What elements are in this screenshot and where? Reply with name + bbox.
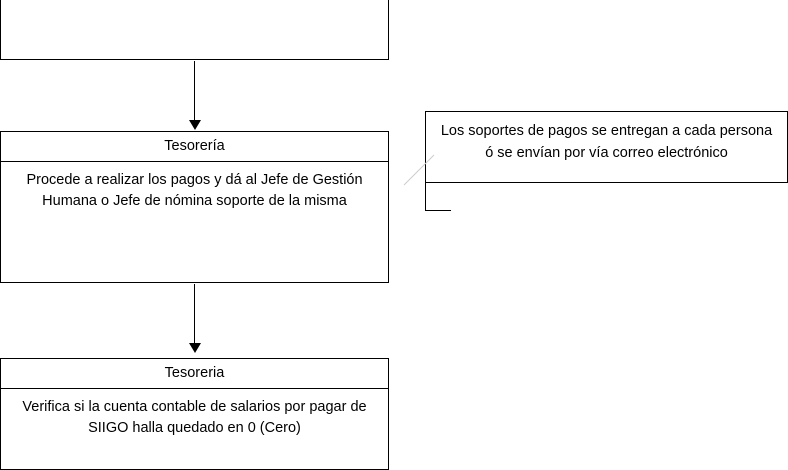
note-leader-line xyxy=(404,155,434,185)
note-tail-horizontal xyxy=(425,210,451,211)
process-box-tesoreria-verifica xyxy=(0,358,389,470)
note-soportes-pagos: Los soportes de pagos se entregan a cada persona ó se envían por vía correo electrónico xyxy=(425,111,788,183)
connector-nomina-to-tesoreria-arrowhead xyxy=(189,120,201,130)
process-box-tesoreria-verifica-body: Verifica si la cuenta contable de salarios por pagar de SIIGO halla quedado en 0 (Cero) xyxy=(22,399,367,437)
process-box-nomina xyxy=(0,0,389,60)
connector-tesoreria-to-tesoreria-arrowhead xyxy=(189,343,201,353)
process-box-tesoreria-pagos-title: Tesorería xyxy=(1,132,388,162)
process-box-tesoreria-verifica-title: Tesoreria xyxy=(1,359,388,389)
process-box-tesoreria-pagos xyxy=(0,131,389,283)
connector-tesoreria-to-tesoreria-line xyxy=(194,284,195,344)
note-tail-vertical xyxy=(425,183,426,211)
process-box-tesoreria-pagos-body: Procede a realizar los pagos y dá al Jefe de Gestión Humana o Jefe de nómina soporte de la misma xyxy=(26,172,363,210)
connector-nomina-to-tesoreria-line xyxy=(194,61,195,121)
